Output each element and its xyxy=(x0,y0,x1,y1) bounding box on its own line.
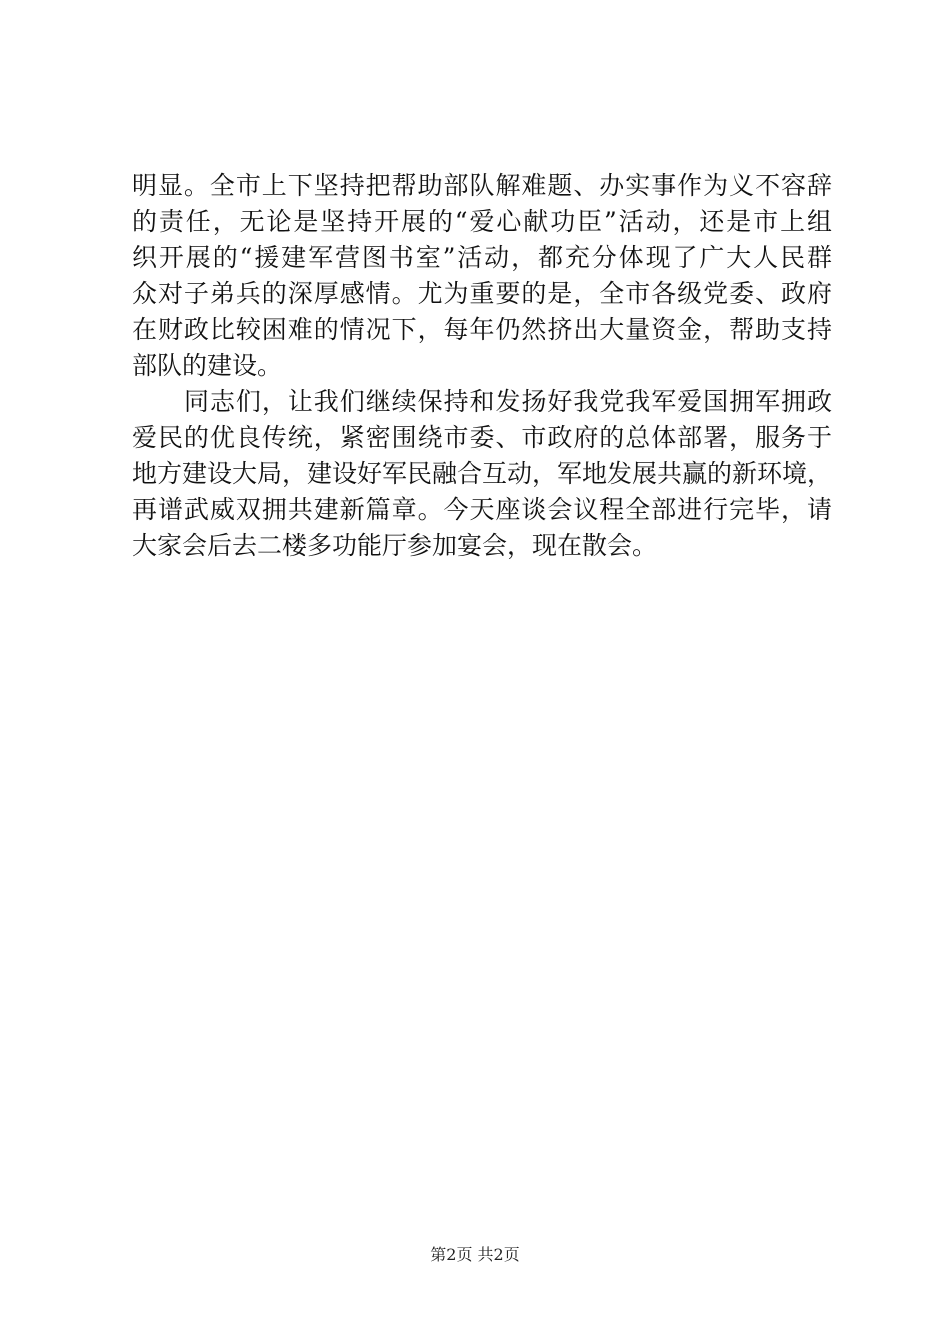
paragraph-2 xyxy=(132,384,832,564)
text-line: 明显。全市上下坚持把帮助部队解难题、办实事作为义不容辞 xyxy=(132,171,832,200)
text-line: 众对子弟兵的深厚感情。尤为重要的是，全市各级党委、政府 xyxy=(132,279,832,308)
page-number-footer: 第2页 共2页 xyxy=(430,1245,520,1264)
text-line: 的责任，无论是坚持开展的“爱心献功臣”活动，还是市上组 xyxy=(132,207,832,236)
text-line: 地方建设大局，建设好军民融合互动，军地发展共赢的新环境， xyxy=(132,459,833,488)
text-line: 在财政比较困难的情况下，每年仍然挤出大量资金，帮助支持 xyxy=(132,315,832,344)
text-line: 部队的建设。 xyxy=(132,351,283,380)
body-text xyxy=(132,168,832,564)
paragraph-1 xyxy=(132,168,832,384)
text-line: 再谱武威双拥共建新篇章。今天座谈会议程全部进行完毕，请 xyxy=(132,495,832,524)
text-line: 大家会后去二楼多功能厅参加宴会，现在散会。 xyxy=(132,531,658,560)
text-line: 织开展的“援建军营图书室”活动，都充分体现了广大人民群 xyxy=(132,243,832,272)
text-line: 同志们，让我们继续保持和发扬好我党我军爱国拥军拥政 xyxy=(184,387,832,416)
text-line: 爱民的优良传统，紧密围绕市委、市政府的总体部署，服务于 xyxy=(132,423,832,452)
